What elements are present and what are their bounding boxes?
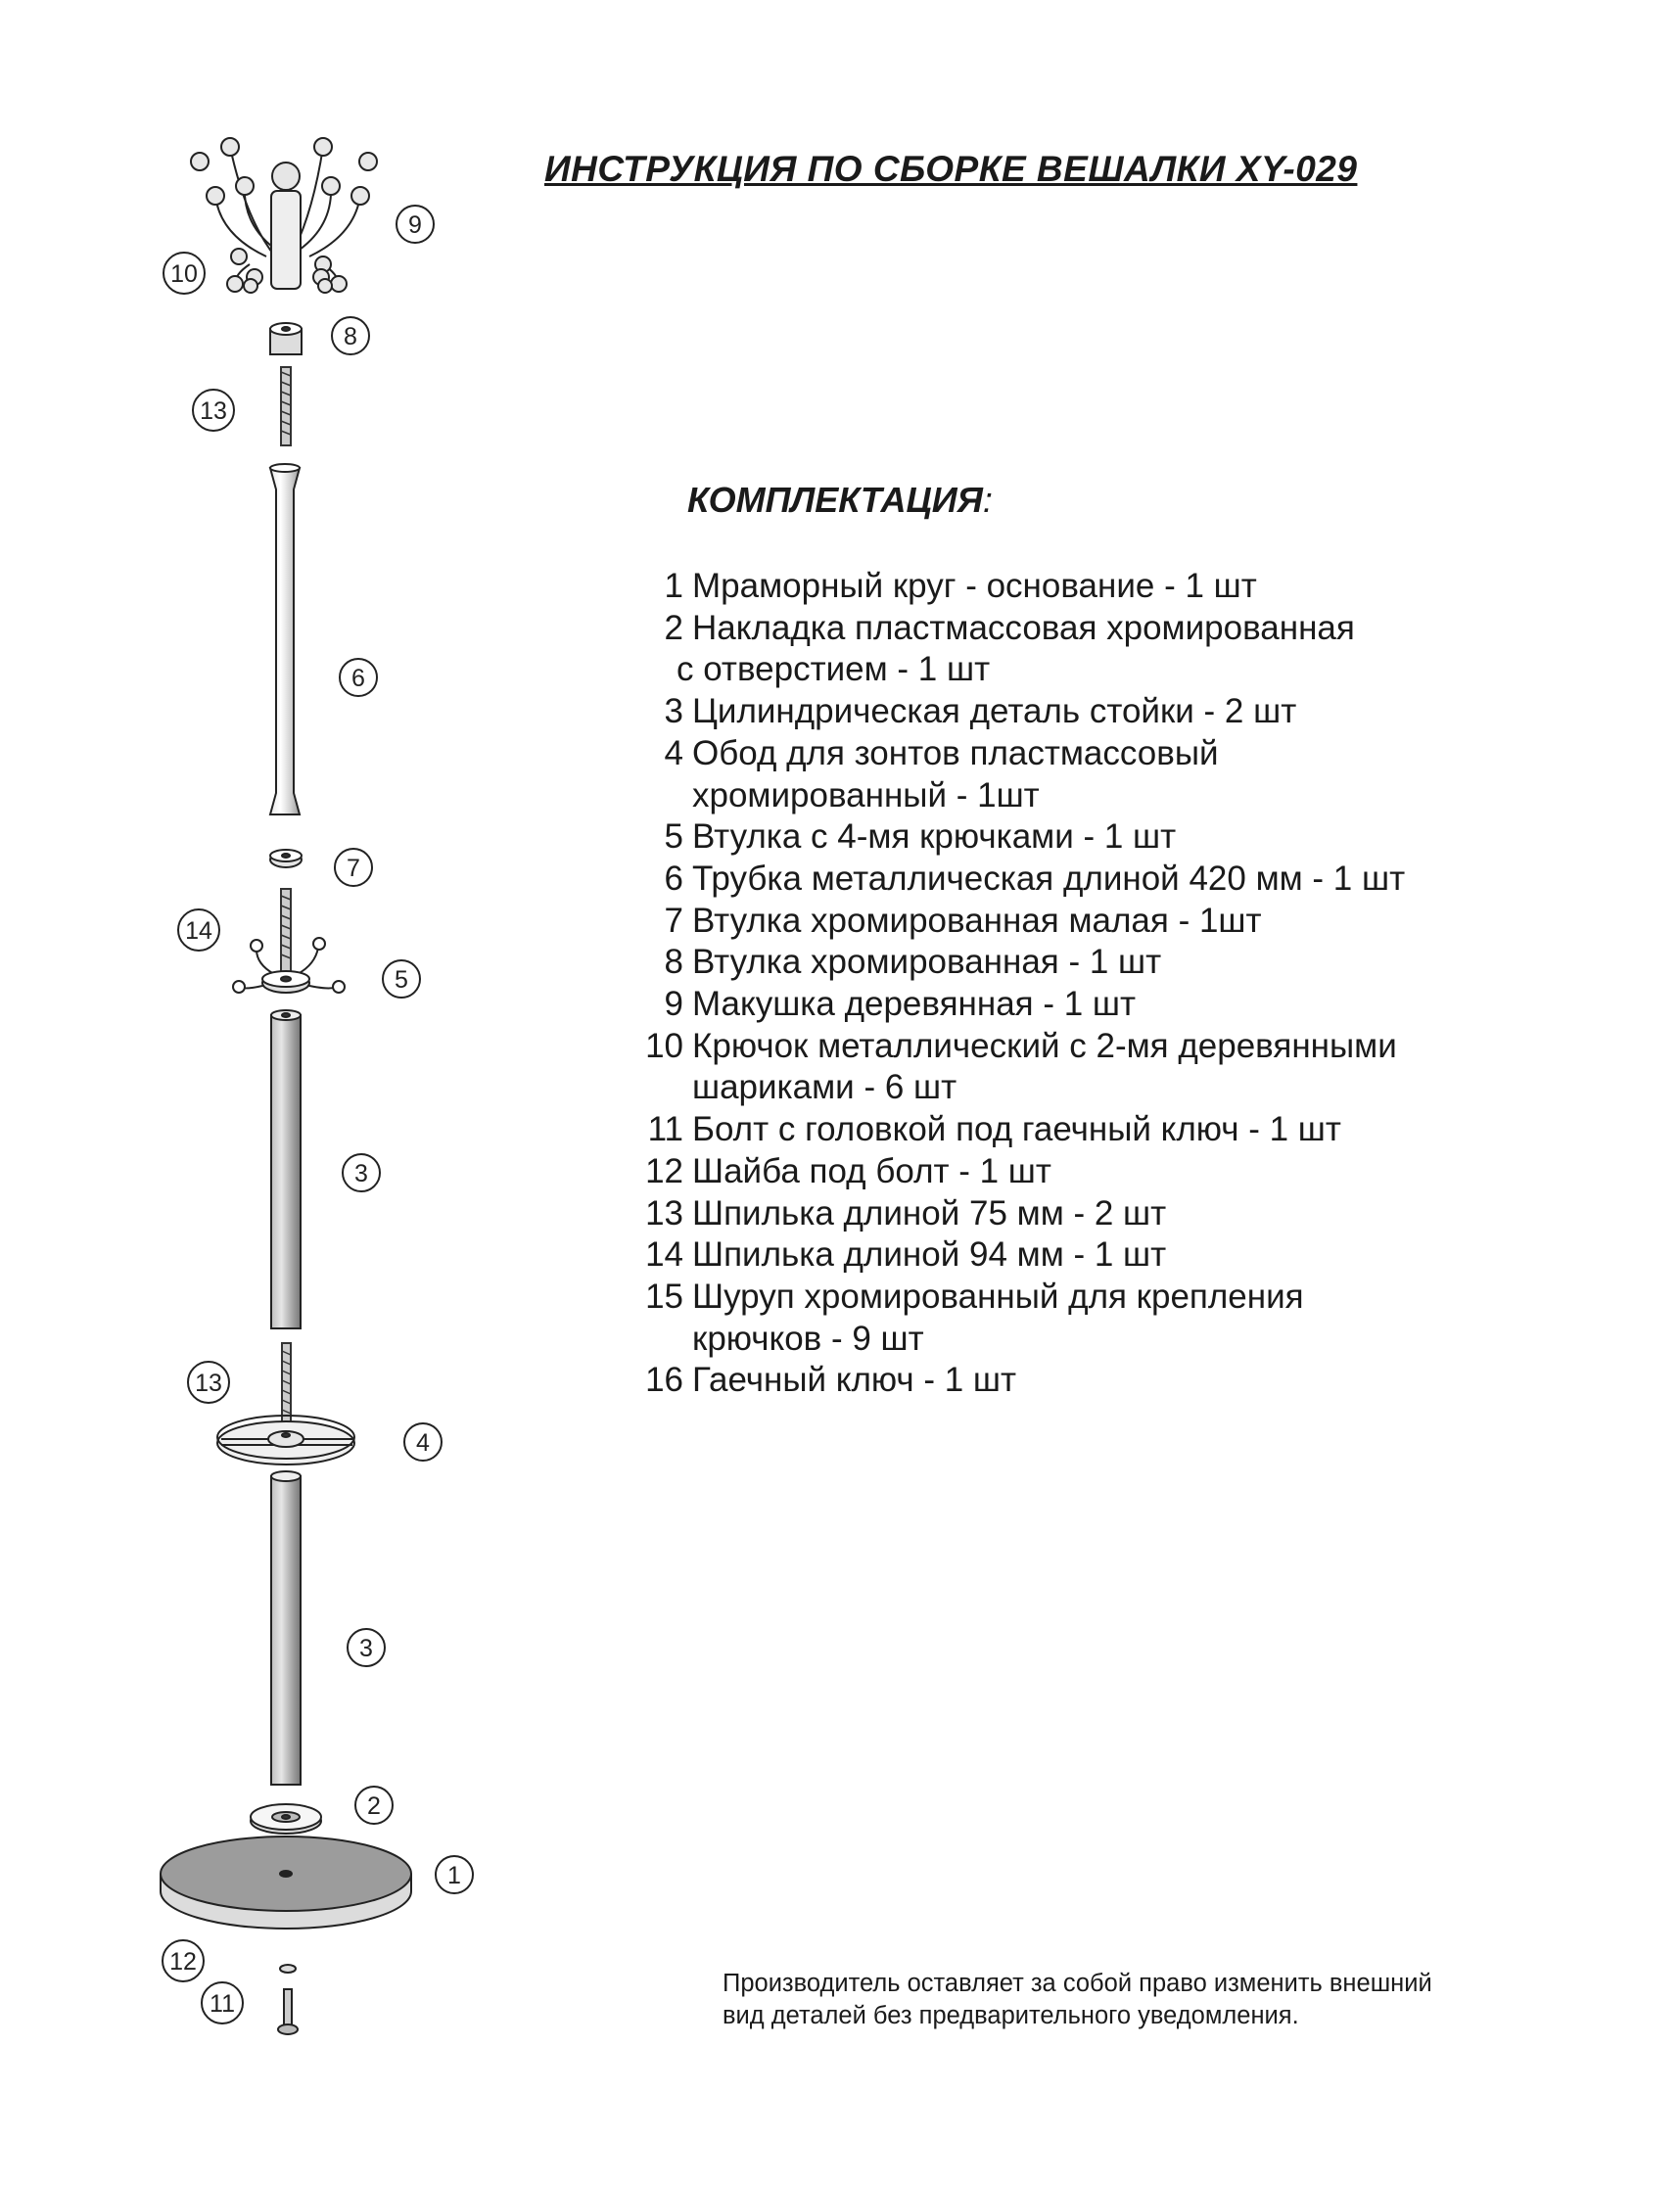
callout-5 [383, 960, 420, 998]
callout-3-upper [343, 1154, 380, 1191]
section-heading [687, 480, 993, 521]
manufacturer-notice [723, 1968, 1662, 2032]
callout-6 [340, 659, 377, 696]
washer-part [280, 1965, 296, 1973]
part-text: Обод для зонтов пластмассовый [692, 733, 1219, 772]
part-text: Крючок металлический с 2-мя деревянными [692, 1026, 1397, 1065]
part-item-6 [617, 859, 1655, 901]
bushing-part [270, 323, 302, 354]
umbrella-ring-part [217, 1416, 354, 1465]
callout-2 [355, 1787, 393, 1824]
svg-text:12: 12 [169, 1948, 197, 1976]
callout-12 [163, 1940, 204, 1981]
part-text: Накладка пластмассовая хромированная [692, 608, 1355, 647]
callout-9 [397, 206, 434, 243]
part-item-12 [617, 1151, 1655, 1193]
callout-4 [404, 1423, 442, 1461]
part-number: 4 [664, 733, 683, 772]
part-item-15 [617, 1277, 1655, 1360]
part-item-1 [617, 566, 1655, 608]
svg-text:14: 14 [185, 917, 212, 945]
part-number: 11 [647, 1110, 683, 1149]
marble-base-part [161, 1837, 411, 1929]
part-item-4 [617, 733, 1655, 816]
svg-text:5: 5 [395, 966, 408, 994]
svg-text:6: 6 [351, 665, 365, 692]
part-number: 12 [645, 1151, 683, 1190]
crown-hooks-part [191, 138, 377, 293]
part-text: Болт с головкой под гаечный ключ - 1 шт [692, 1110, 1341, 1149]
section-title: КОМПЛЕКТАЦИЯ [687, 480, 983, 520]
chrome-plate-part [251, 1804, 321, 1834]
part-text-continued: крючков - 9 шт [692, 1319, 924, 1358]
part-text: Трубка металлическая длиной 420 мм - 1 шт [692, 859, 1406, 898]
part-number: 1 [664, 567, 683, 605]
svg-text:4: 4 [416, 1429, 430, 1457]
part-item-8 [617, 942, 1655, 984]
part-text: Шпилька длиной 75 мм - 2 шт [692, 1193, 1167, 1233]
part-text-continued: хромированный - 1шт [692, 775, 1040, 814]
small-bushing-part [270, 850, 302, 867]
part-number: 5 [664, 817, 683, 857]
part-item-13 [617, 1193, 1655, 1235]
part-text: Макушка деревянная - 1 шт [692, 985, 1137, 1024]
document-title: ИНСТРУКЦИЯ ПО СБОРКЕ ВЕШАЛКИ XY-029 [544, 149, 1358, 189]
part-text: Мраморный круг - основание - 1 шт [692, 567, 1257, 605]
callout-10 [163, 253, 205, 294]
threaded-rod-mid-part [281, 889, 291, 972]
parts-list [617, 566, 1655, 1402]
svg-text:13: 13 [200, 397, 227, 425]
part-item-14 [617, 1234, 1655, 1277]
part-number: 7 [664, 901, 683, 940]
callout-1 [436, 1856, 473, 1893]
metal-tube-part [270, 464, 300, 814]
callout-14 [178, 909, 219, 951]
part-text: Втулка с 4-мя крючками - 1 шт [692, 817, 1177, 857]
threaded-rod-top-part [281, 367, 291, 445]
cylinder-lower-part [271, 1471, 301, 1785]
svg-text:1: 1 [447, 1862, 461, 1889]
part-text: Втулка хромированная - 1 шт [692, 943, 1162, 982]
part-text: Гаечный ключ - 1 шт [692, 1361, 1016, 1400]
callout-13-top [193, 390, 234, 431]
svg-text:11: 11 [210, 1990, 235, 2018]
part-item-3 [617, 691, 1655, 733]
part-number: 3 [664, 692, 683, 731]
callout-8 [332, 317, 369, 354]
callout-3-lower [348, 1629, 385, 1666]
threaded-rod-lower-part [282, 1343, 291, 1423]
svg-text:3: 3 [359, 1635, 373, 1662]
part-number: 2 [664, 608, 683, 647]
part-item-5 [617, 816, 1655, 859]
part-text: Шайба под болт - 1 шт [692, 1151, 1051, 1190]
part-text: Втулка хромированная малая - 1шт [692, 901, 1262, 940]
part-number: 6 [664, 859, 683, 898]
part-item-11 [617, 1109, 1655, 1151]
part-text: Цилиндрическая деталь стойки - 2 шт [692, 692, 1297, 731]
part-number: 9 [664, 985, 683, 1024]
notice-line: Производитель оставляет за собой право изменить внешний [723, 1970, 1432, 1997]
bolt-part [278, 1989, 298, 2034]
svg-text:9: 9 [408, 211, 422, 239]
svg-text:8: 8 [344, 323, 357, 350]
notice-line: вид деталей без предварительного уведомления. [723, 2002, 1299, 2029]
part-item-10 [617, 1026, 1655, 1109]
callout-13-lower [188, 1362, 229, 1403]
part-text-continued: с отверстием - 1 шт [677, 650, 991, 689]
callout-11 [202, 1982, 243, 2023]
part-item-2 [617, 608, 1655, 691]
cylinder-upper-part [271, 1010, 301, 1328]
part-number: 8 [664, 943, 683, 982]
part-number: 13 [645, 1193, 683, 1233]
part-number: 16 [645, 1361, 683, 1400]
svg-text:7: 7 [347, 855, 360, 882]
part-number: 10 [645, 1026, 683, 1065]
part-text: Шуруп хромированный для крепления [692, 1277, 1304, 1316]
part-text: Шпилька длиной 94 мм - 1 шт [692, 1235, 1167, 1275]
part-number: 15 [645, 1277, 683, 1316]
section-colon: : [982, 480, 993, 520]
svg-text:10: 10 [170, 260, 198, 288]
callout-7 [335, 849, 372, 886]
svg-text:3: 3 [354, 1160, 368, 1187]
svg-text:2: 2 [367, 1792, 381, 1820]
part-item-16 [617, 1360, 1655, 1402]
part-item-9 [617, 984, 1655, 1026]
part-number: 14 [645, 1235, 683, 1275]
part-item-7 [617, 901, 1655, 943]
part-text-continued: шариками - 6 шт [692, 1068, 957, 1107]
svg-text:13: 13 [195, 1370, 222, 1397]
